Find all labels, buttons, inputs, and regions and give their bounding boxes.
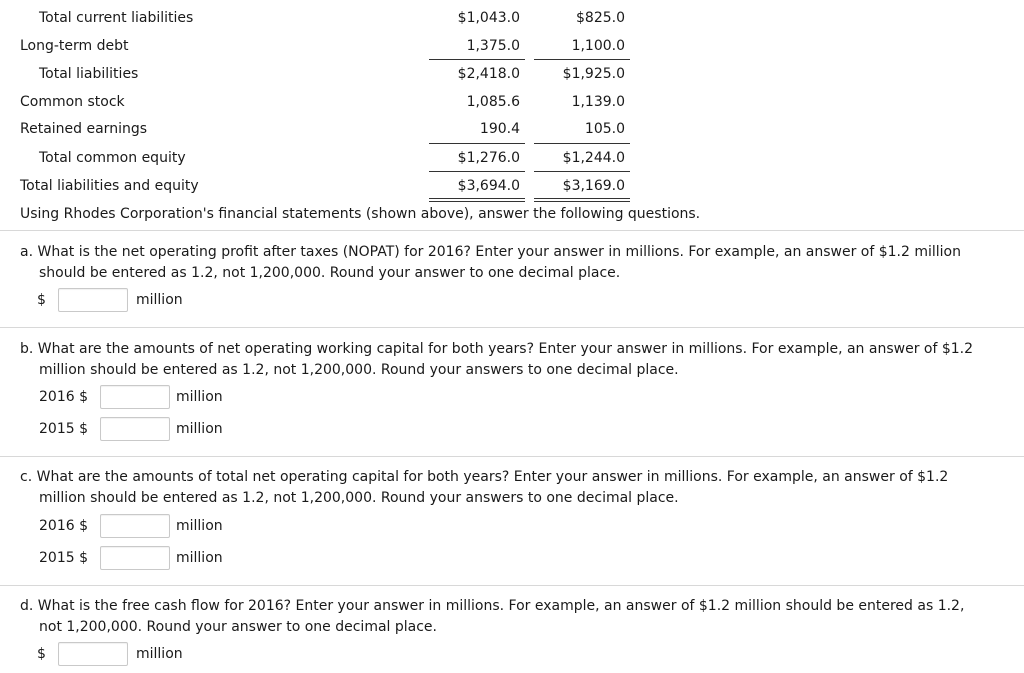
unit-label: million [176,389,223,405]
question-b-text [20,339,1005,381]
question-line: should be entered as 1.2, not 1,200,000. Round your answer to one decimal place. [39,265,621,281]
value-2016: $3,694.0 [457,178,520,194]
value-2016: 190.4 [479,121,520,137]
question-line: million should be entered as 1.2, not 1,200,000. Round your answers to one decimal place. [39,490,679,506]
year-currency-label: 2016 $ [39,389,88,405]
row-label: Total liabilities and equity [20,178,199,194]
unit-label: million [176,421,223,437]
grand-total-double-rule [429,198,525,202]
year-currency-label: 2015 $ [39,550,88,566]
year-currency-label: 2015 $ [39,421,88,437]
table-row [0,113,700,141]
row-label: Total common equity [39,150,186,166]
row-label: Total current liabilities [39,10,194,26]
question-line: What is the free cash flow for 2016? Enter your answer in millions. For example, an answer of $1.2 million should be entered as 1.2, [37,598,965,614]
value-2016: $2,418.0 [457,66,520,82]
question-line: not 1,200,000. Round your answer to one decimal place. [39,619,437,635]
instructions-text: Using Rhodes Corporation's financial statements (shown above), answer the following questions. [20,206,701,222]
value-2015: 1,100.0 [571,38,625,54]
answer-row-d [0,642,300,668]
question-letter: a. [20,244,34,260]
nopat-2016-input[interactable] [58,288,128,312]
question-letter: c. [20,469,33,485]
table-row [0,30,700,58]
value-2016: 1,085.6 [466,94,520,110]
grand-total-double-rule [534,198,630,202]
table-row [0,170,700,198]
currency-label: $ [37,646,46,662]
unit-label: million [136,646,183,662]
question-letter: d. [20,598,34,614]
value-2016: $1,276.0 [457,150,520,166]
question-divider [0,585,1024,586]
unit-label: million [176,518,223,534]
answer-row-c-2016 [0,514,300,540]
question-line: million should be entered as 1.2, not 1,200,000. Round your answers to one decimal place. [39,362,679,378]
answer-row-a [0,288,300,314]
value-2015: $825.0 [576,10,625,26]
value-2015: $3,169.0 [562,178,625,194]
tnoc-2016-input[interactable] [100,514,170,538]
value-2015: $1,244.0 [562,150,625,166]
currency-label: $ [37,292,46,308]
fcf-2016-input[interactable] [58,642,128,666]
value-2016: 1,375.0 [466,38,520,54]
question-letter: b. [20,341,34,357]
question-divider [0,327,1024,328]
row-label: Total liabilities [39,66,139,82]
table-row [0,86,700,114]
tnoc-2015-input[interactable] [100,546,170,570]
value-2015: $1,925.0 [562,66,625,82]
answer-row-b-2016 [0,385,300,411]
nowc-2015-input[interactable] [100,417,170,441]
year-currency-label: 2016 $ [39,518,88,534]
question-divider [0,230,1024,231]
answer-row-c-2015 [0,546,300,572]
row-label: Long-term debt [20,38,129,54]
table-row [0,142,700,170]
question-c-text [20,467,1005,509]
row-label: Common stock [20,94,125,110]
value-2015: 1,139.0 [571,94,625,110]
question-d-text [20,596,1005,638]
question-divider [0,456,1024,457]
question-line: What are the amounts of total net operating capital for both years? Enter your answer in millions. For example, an answer of $1.2 [36,469,949,485]
unit-label: million [136,292,183,308]
unit-label: million [176,550,223,566]
question-line: What is the net operating profit after taxes (NOPAT) for 2016? Enter your answer in millions. For example, an answer of $1.2 million [37,244,961,260]
nowc-2016-input[interactable] [100,385,170,409]
table-row [0,58,700,86]
row-label: Retained earnings [20,121,148,137]
question-line: What are the amounts of net operating working capital for both years? Enter your answer in millions. For example, an answer of $1.2 [37,341,974,357]
table-row [0,2,700,30]
answer-row-b-2015 [0,417,300,443]
value-2015: 105.0 [584,121,625,137]
value-2016: $1,043.0 [457,10,520,26]
question-a-text [20,242,1005,284]
